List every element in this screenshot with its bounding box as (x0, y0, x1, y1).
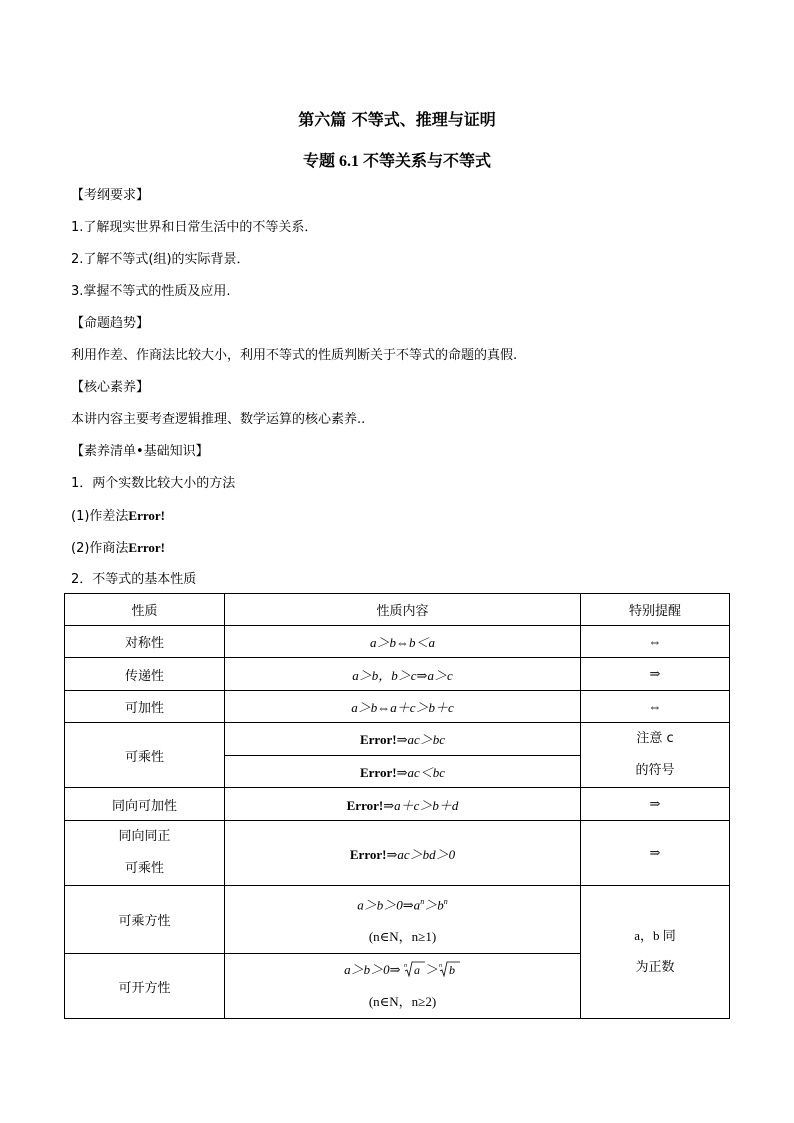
table-row (65, 691, 730, 723)
basics-item-2: 2．不等式的基本性质 (71, 572, 197, 587)
header-note: 特别提醒 (581, 594, 730, 626)
row-content (225, 821, 581, 886)
row-name: 传递性 (65, 658, 225, 691)
name-line: 同向同正 (118, 829, 171, 844)
trend-text: 利用作差、作商法比较大小，利用不等式的性质判断关于不等式的命题的真假. (71, 348, 518, 363)
superscript: n (443, 897, 448, 906)
formula-part: a＞b＞0⇒ (344, 962, 404, 978)
kaogang-item-1: 1.了解现实世界和日常生活中的不等关系． (71, 220, 318, 235)
table-row (65, 788, 730, 821)
basics-item-1: 1．两个实数比较大小的方法 (71, 476, 236, 491)
row-note: ⇔ (581, 626, 730, 658)
formula-part: a＞b＞0⇒a (357, 897, 421, 913)
row-name: 可加性 (65, 691, 225, 723)
error-text: Error! (128, 508, 165, 523)
row-content: a＞b⇔b＜a (225, 626, 581, 658)
page-title: 第六篇 不等式、推理与证明 (298, 110, 496, 129)
note-line: 注意 c (636, 731, 674, 746)
condition: (n∈N，n≥2) (368, 994, 437, 1010)
error-text: Error! (349, 846, 387, 862)
row-content (225, 886, 581, 954)
section-heading-kaogang: 【考纲要求】 (71, 188, 150, 203)
row-note: ⇒ (581, 658, 730, 691)
core-text: 本讲内容主要考查逻辑推理、数学运算的核心素养.. (71, 412, 366, 427)
topic-title: 专题 6.1 不等关系与不等式 (302, 153, 491, 170)
row-name: 对称性 (65, 626, 225, 658)
formula: ⇒ac＞bd＞0 (386, 846, 456, 862)
row-content: a＞b⇔a＋c＞b＋c (225, 691, 581, 723)
row-content (225, 954, 581, 1019)
section-heading-core: 【核心素养】 (71, 380, 150, 395)
row-note: ⇒ (581, 821, 730, 886)
svg-text:n: n (403, 963, 407, 970)
row-content (225, 755, 581, 788)
item-1b-label: (2)作商法 (71, 541, 129, 556)
table-row (65, 626, 730, 658)
row-content (225, 723, 581, 756)
section-heading-basics: 【素养清单•基础知识】 (71, 444, 209, 459)
formula: ⇒ac＜bc (396, 764, 445, 780)
note-line: 为正数 (635, 960, 675, 976)
basics-item-1b (71, 539, 165, 558)
error-text: Error! (359, 732, 397, 748)
name-line: 可乘性 (124, 861, 164, 876)
formula: a＞b＞0⇒ n a ＞ n b (229, 954, 576, 986)
note-line: a，b 同 (634, 928, 676, 944)
row-note (581, 723, 730, 788)
table-header-row (65, 594, 730, 626)
table-row (65, 658, 730, 691)
formula: ⇒a＋c＞b＋d (383, 797, 459, 813)
formula (229, 886, 576, 921)
row-note: ⇔ (581, 691, 730, 723)
error-text: Error! (346, 797, 384, 813)
superscript: n (420, 897, 425, 906)
row-name: 可乘性 (65, 723, 225, 788)
nth-root-a-icon (404, 961, 426, 977)
condition: (n∈N，n≥1) (368, 929, 437, 945)
row-name (65, 821, 225, 886)
row-name: 同向可加性 (65, 788, 225, 821)
table-row (65, 886, 730, 954)
formula: ⇒ac＞bc (396, 732, 445, 748)
note-line: 的符号 (635, 763, 675, 778)
properties-table (64, 593, 730, 1019)
svg-text:n: n (438, 963, 442, 970)
row-name: 可开方性 (65, 954, 225, 1019)
nth-root-b-icon (439, 961, 461, 977)
error-text: Error! (128, 540, 165, 555)
row-content: a＞b，b＞c⇒a＞c (225, 658, 581, 691)
section-heading-trend: 【命题趋势】 (71, 316, 150, 331)
row-name: 可乘方性 (65, 886, 225, 954)
formula-part: ＞b (424, 897, 444, 913)
kaogang-item-2: 2.了解不等式(组)的实际背景． (71, 252, 250, 267)
row-content (225, 788, 581, 821)
table-row (65, 821, 730, 886)
error-text: Error! (359, 764, 397, 780)
header-content: 性质内容 (225, 594, 581, 626)
table-row (65, 723, 730, 756)
basics-item-1a (71, 507, 165, 526)
header-property: 性质 (65, 594, 225, 626)
svg-text:a: a (413, 963, 420, 978)
item-1a-label: (1)作差法 (71, 509, 129, 524)
row-note: ⇒ (581, 788, 730, 821)
kaogang-item-3: 3.掌握不等式的性质及应用. (71, 284, 231, 299)
row-note (581, 886, 730, 1019)
svg-text:b: b (448, 963, 455, 978)
